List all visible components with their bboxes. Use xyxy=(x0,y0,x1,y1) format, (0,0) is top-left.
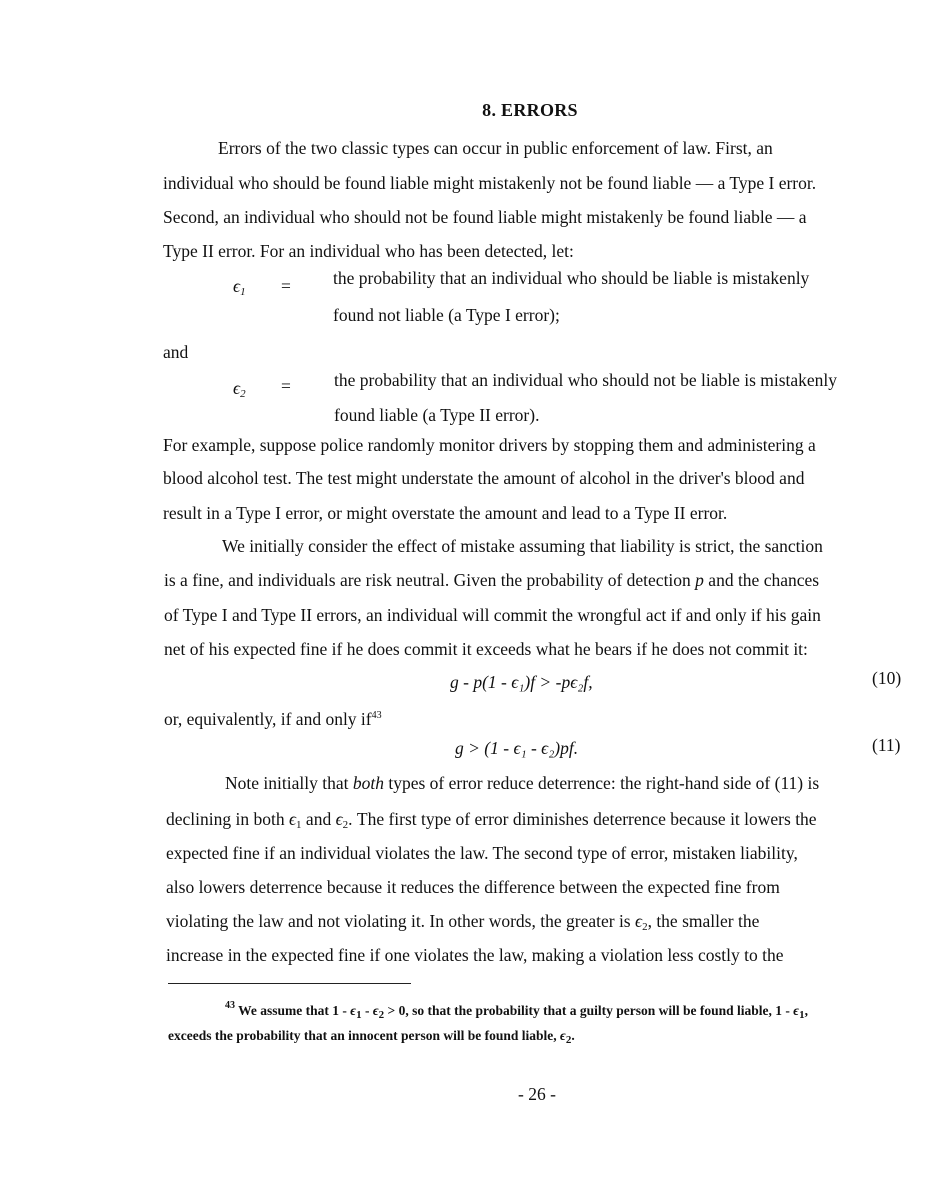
para4-line-1: Note initially that both types of error reduce deterrence: the right-hand side of (11) is xyxy=(225,773,820,793)
para2-line-2: blood alcohol test. The test might understate the amount of alcohol in the driver's blood and xyxy=(163,468,805,488)
footnote-separator xyxy=(168,983,411,984)
section-title: 8. ERRORS xyxy=(482,100,578,120)
para1-line-2: individual who should be found liable might mistakenly not be found liable — a Type I error. xyxy=(163,173,817,193)
para1-line-3: Second, an individual who should not be found liable might mistakenly be found liable — a xyxy=(163,207,807,227)
footnote-43-line-1: $^{43}$ We assume that $1 - \epsilon_1 - \epsilon_2 > 0$, so that the probability that a guilty person will be found liable, $1 - \epsilon_1$, xyxy=(225,1000,808,1021)
footnote-43-line-2: exceeds the probability that an innocent person will be found liable, $\epsilon_2$. xyxy=(168,1028,575,1046)
and-word: and xyxy=(163,342,189,362)
page-number: - 26 - xyxy=(518,1084,556,1104)
def2-symbol: $\epsilon_2$ xyxy=(233,378,246,400)
equation-11-number: (11) xyxy=(872,735,901,755)
para3-line-4: net of his expected fine if he does commit it exceeds what he bears if he does not commit it: xyxy=(164,639,808,659)
para4-line-3: expected fine if an individual violates the law. The second type of error, mistaken liability, xyxy=(166,843,798,863)
para4-line-2: declining in both $\epsilon_1$ and $\epsilon_2$. The first type of error diminishes deterrence because it lowers the xyxy=(166,809,817,831)
para3-line-2: is a fine, and individuals are risk neutral. Given the probability of detection p and the chances xyxy=(164,570,820,590)
def1-symbol: $\epsilon_1$ xyxy=(233,276,246,298)
def1-line-1: the probability that an individual who should be liable is mistakenly xyxy=(333,268,810,288)
def2-line-2: found liable (a Type II error). xyxy=(334,405,540,425)
equivalently-line: or, equivalently, if and only $if^{43}$ xyxy=(164,709,382,729)
para3-line-3: of Type I and Type II errors, an individual will commit the wrongful act if and only if his gain xyxy=(164,605,821,625)
equation-10: g - p(1 - ϵ₁)f > -pϵ₂f, xyxy=(450,672,593,692)
para4-line-6: increase in the expected fine if one violates the law, making a violation less costly to the xyxy=(166,945,784,965)
equation-11: g > (1 - ϵ₁ - ϵ₂)pf. xyxy=(455,738,579,758)
para3-line-1: We initially consider the effect of mistake assuming that liability is strict, the sanction xyxy=(222,536,823,556)
para2-line-1: For example, suppose police randomly monitor drivers by stopping them and administering a xyxy=(163,435,816,455)
para1-line-4: Type II error. For an individual who has been detected, let: xyxy=(163,241,574,261)
para4-line-4: also lowers deterrence because it reduces the difference between the expected fine from xyxy=(166,877,780,897)
para1-line-1: Errors of the two classic types can occur in public enforcement of law. First, an xyxy=(218,138,773,158)
def2-line-1: the probability that an individual who should not be liable is mistakenly xyxy=(334,370,838,390)
footnote-ref-43: 43 xyxy=(371,710,382,721)
para2-line-3: result in a Type I error, or might overstate the amount and lead to a Type II error. xyxy=(163,503,728,523)
def1-line-2: found not liable (a Type I error); xyxy=(333,305,560,325)
def2-equals: = xyxy=(281,376,291,396)
def1-equals: = xyxy=(281,276,291,296)
equation-10-number: (10) xyxy=(872,668,902,688)
para4-line-5: violating the law and not violating it. In other words, the greater is $\epsilon_2$, the smaller the xyxy=(166,911,760,933)
